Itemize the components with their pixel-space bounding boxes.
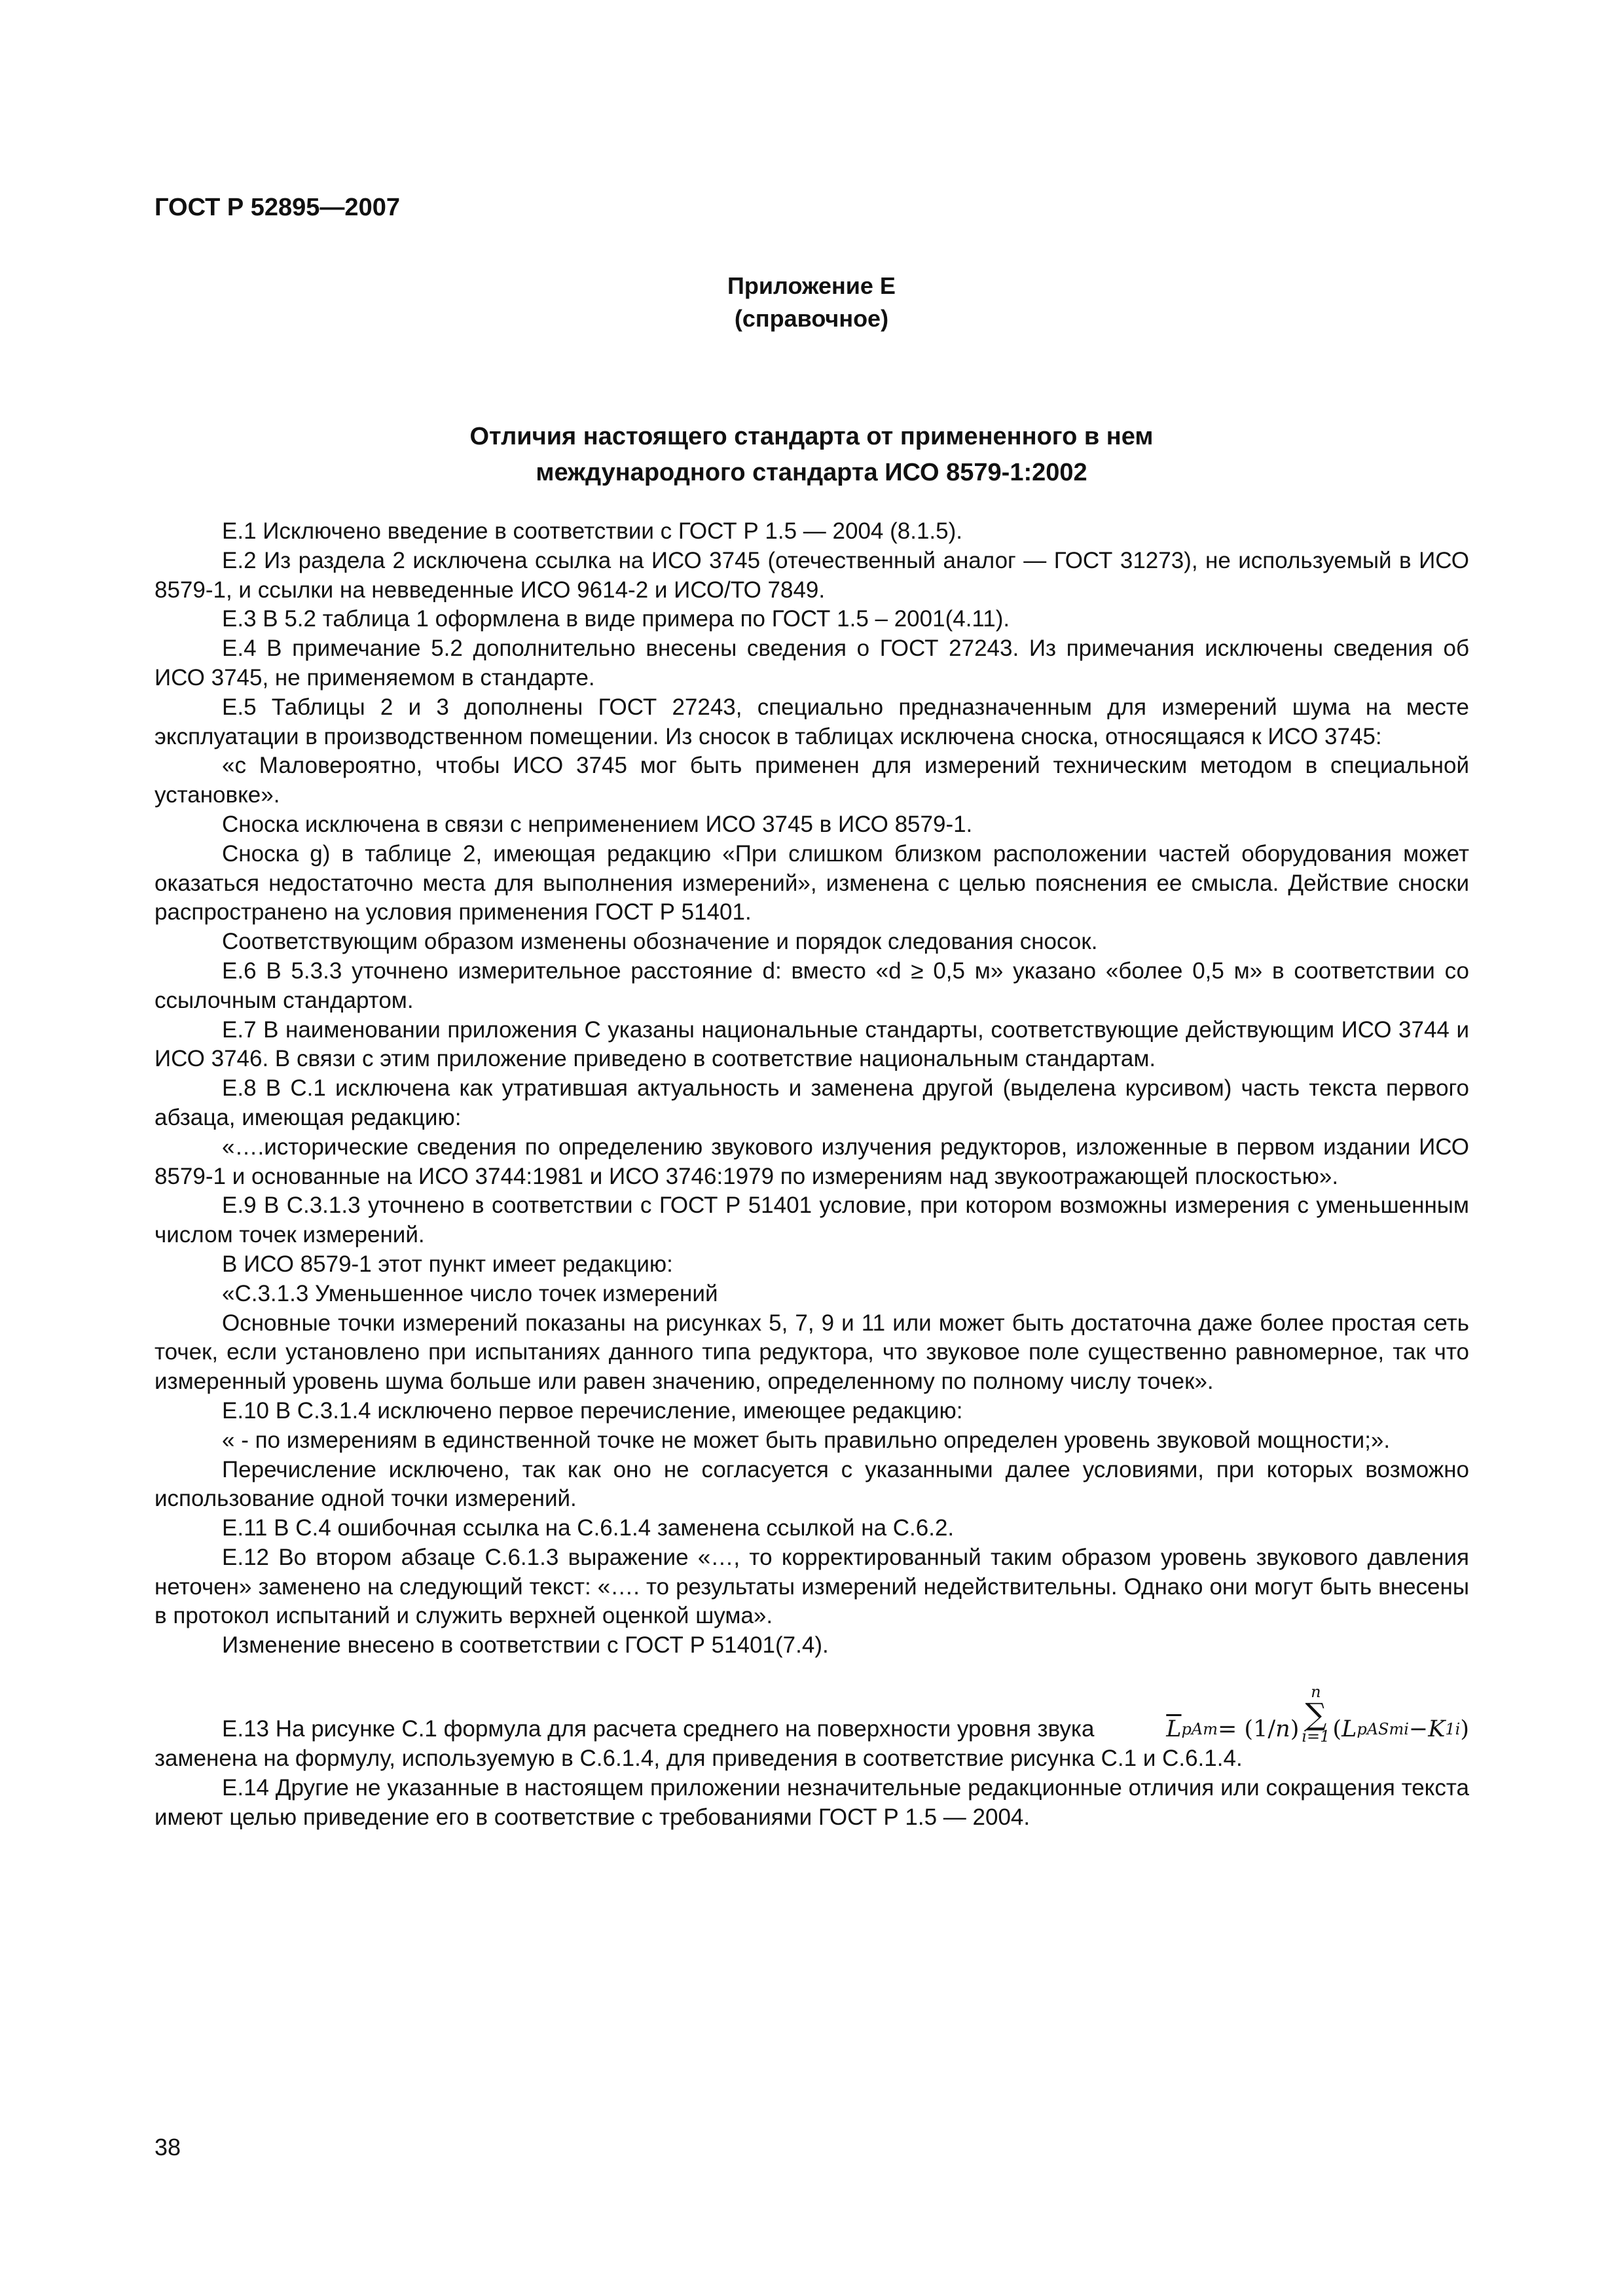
formula-close-paren: ) [1290, 1716, 1300, 1743]
formula-end-paren: ) [1460, 1716, 1469, 1743]
formula-term1: L [1341, 1716, 1357, 1743]
paragraph-e8: Е.8 В С.1 исключена как утратившая актуальность и заменена другой (выделена курсивом) часть текста первого абзаца, имеющая редакцию: [155, 1075, 1469, 1130]
formula-open-paren: ( [1332, 1716, 1342, 1743]
paragraph-e14: Е.14 Другие не указанные в настоящем приложении незначительные редакционные отличия или сокращения текста имеют целью приведение его в соответствие с требованиями ГОСТ Р 1.5 — 2004. [155, 1774, 1469, 1830]
average-level-formula [1166, 1684, 1469, 1744]
paragraph-e10: Е.10 В С.3.1.4 исключено первое перечисление, имеющее редакцию: [222, 1397, 963, 1424]
sum-upper-limit: n [1311, 1683, 1321, 1702]
paragraph-e8-quote: «….исторические сведения по определению звукового излучения редукторов, изложенные в первом издании ИСО 8579-1 и основанные на ИСО 3744:1981 и ИСО 3746:1979 по измерениям над звукоотражающей плоскостью». [155, 1134, 1469, 1189]
paragraph-e7: Е.7 В наименовании приложения С указаны национальные стандарты, соответствующие действующим ИСО 3744 и ИСО 3746. В связи с этим приложение приведено в соответствие национальным стандартам. [155, 1016, 1469, 1072]
formula-term2: K [1428, 1716, 1446, 1743]
paragraph-e10-note: Перечисление исключено, так как оно не согласуется с указанными далее условиями, при которых возможно использование одной точки измерений. [155, 1456, 1469, 1512]
paragraph-e13-continuation: заменена на формулу, используемую в С.6.1.4, для приведения в соответствие рисунка С.1 и С.6.1.4. [155, 1746, 1243, 1772]
title-line-1: Отличия настоящего стандарта от примененного в нем [469, 423, 1154, 450]
page-number: 38 [155, 2134, 181, 2161]
paragraph-footnote-removed: Сноска исключена в связи с неприменением ИСО 3745 в ИСО 8579-1. [222, 811, 973, 837]
paragraph-footnote-order: Соответствующим образом изменены обозначение и порядок следования сносок. [222, 929, 1098, 955]
formula-term1-sub: pASmi [1357, 1720, 1409, 1739]
formula-lhs: $\overline{L}$ [1166, 1716, 1182, 1743]
document-code-header: ГОСТ Р 52895—2007 [155, 194, 400, 221]
paragraph-e11: Е.11 В С.4 ошибочная ссылка на С.6.1.4 заменена ссылкой на С.6.2. [222, 1515, 955, 1541]
appendix-title [0, 419, 1623, 491]
formula-n: n [1275, 1716, 1290, 1743]
appendix-heading [0, 270, 1623, 335]
formula-equals: = (1/ [1217, 1716, 1276, 1743]
paragraph-e6: Е.6 В 5.3.3 уточнено измерительное расстояние d: вместо «d ≥ 0,5 м» указано «более 0,5 м» в соответствии со ссылочным стандартом. [155, 958, 1469, 1013]
paragraph-e2: Е.2 Из раздела 2 исключена ссылка на ИСО 3745 (отечественный аналог — ГОСТ 31273), не используемый в ИСО 8579-1, и ссылки на невведенные ИСО 9614-2 и ИСО/ТО 7849. [155, 547, 1469, 603]
paragraph-e9-quote-title: «С.3.1.3 Уменьшенное число точек измерений [222, 1280, 718, 1306]
paragraph-e1: Е.1 Исключено введение в соответствии с ГОСТ Р 1.5 — 2004 (8.1.5). [222, 518, 962, 544]
paragraph-e3: Е.3 В 5.2 таблица 1 оформлена в виде примера по ГОСТ 1.5 – 2001(4.11). [222, 606, 1010, 632]
title-line-2: международного стандарта ИСО 8579-1:2002 [536, 459, 1087, 486]
formula-sum [1302, 1684, 1330, 1744]
formula-term2-sub: 1i [1445, 1720, 1461, 1739]
paragraph-e4: Е.4 В примечание 5.2 дополнительно внесены сведения о ГОСТ 27243. Из примечания исключены сведения об ИСО 3745, не применяемом в стандарте. [155, 636, 1469, 691]
sum-lower-limit: i=1 [1302, 1727, 1330, 1746]
appendix-type: (справочное) [734, 305, 889, 332]
sigma-symbol: ∑ [1305, 1696, 1327, 1732]
paragraph-footnote-g: Сноска g) в таблице 2, имеющая редакцию «При слишком близком расположении частей оборудования может оказаться недостаточно места для выполнения измерений», изменена с целью пояснения ее смысла. Действие сноски распространено на условия применения ГОСТ Р 51401. [155, 840, 1469, 925]
paragraph-footnote-c: «c Маловероятно, чтобы ИСО 3745 мог быть применен для измерений техническим методом в специальной установке». [155, 753, 1469, 808]
paragraph-e9: Е.9 В С.3.1.3 уточнено в соответствии с ГОСТ Р 51401 условие, при котором возможны измерения с уменьшенным числом точек измерений. [155, 1193, 1469, 1248]
paragraph-e12-note: Изменение внесено в соответствии с ГОСТ Р 51401(7.4). [222, 1632, 829, 1659]
formula-lhs-sub: pAm [1181, 1720, 1218, 1739]
paragraph-e12: Е.12 Во втором абзаце С.6.1.3 выражение «…, то корректированный таким образом уровень звукового давления неточен» заменено на следующий текст: «…. то результаты измерений недействительны. Однако они могут быть внесены в протокол испытаний и служить верхней оценкой шума». [155, 1544, 1469, 1629]
paragraph-e9-quote-body: Основные точки измерений показаны на рисунках 5, 7, 9 и 11 или может быть достаточна даже более простая сеть точек, если установлено при испытаниях данного типа редуктора, что звуковое поле существенно равномерное, так что измеренный уровень шума больше или равен значению, определенному по полному числу точек». [155, 1310, 1469, 1395]
paragraph-e13-text: Е.13 На рисунке С.1 формула для расчета среднего на поверхности уровня звука [222, 1716, 1095, 1742]
body-text [155, 517, 1469, 1832]
paragraph-e13 [155, 1672, 1469, 1744]
formula-minus: − [1408, 1716, 1429, 1743]
paragraph-e5: Е.5 Таблицы 2 и 3 дополнены ГОСТ 27243, специально предназначенным для измерений шума на месте эксплуатации в производственном помещении. Из сносок в таблицах исключена сноска, относящаяся к ИСО 3745: [155, 694, 1469, 749]
paragraph-e9-intro: В ИСО 8579-1 этот пункт имеет редакцию: [222, 1251, 673, 1277]
paragraph-e10-quote: « - по измерениям в единственной точке не может быть правильно определен уровень звуковой мощности;». [222, 1427, 1391, 1453]
appendix-label: Приложение Е [727, 272, 896, 299]
